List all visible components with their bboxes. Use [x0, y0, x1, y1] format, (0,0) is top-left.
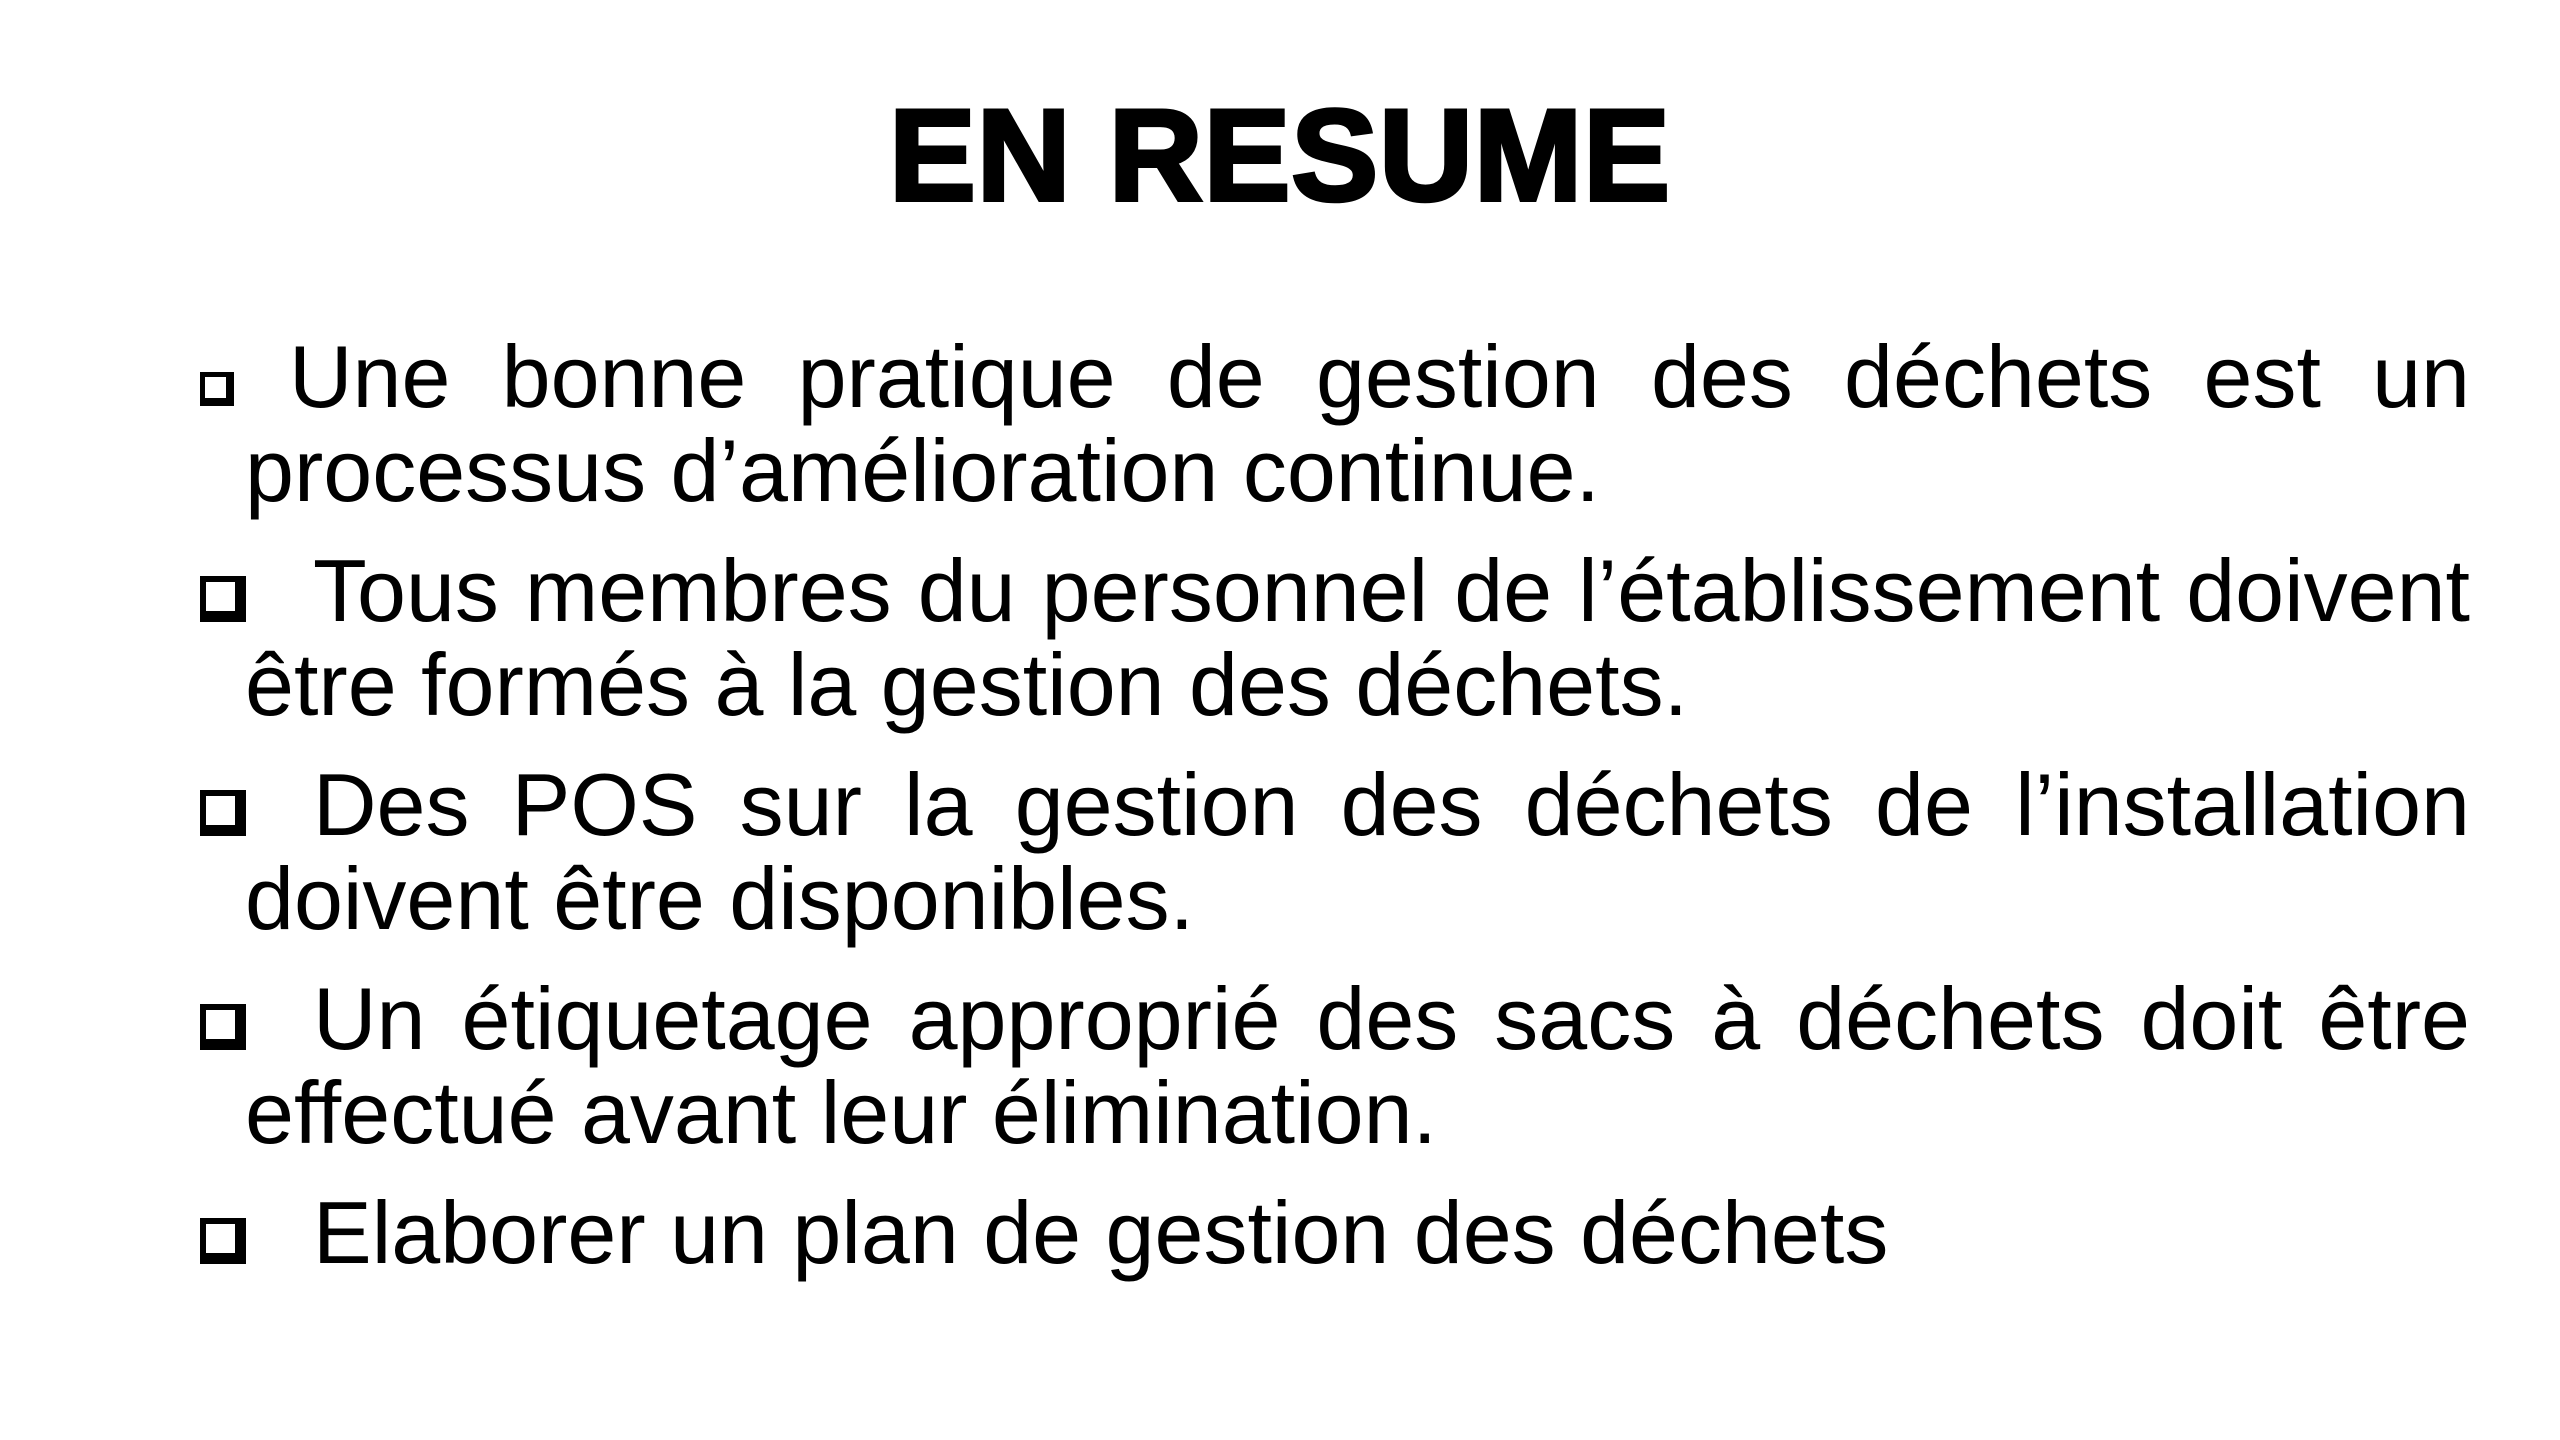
checkbox-square-icon [200, 790, 246, 836]
checkbox-square-icon [200, 1004, 246, 1050]
bullet-text: Tous membres du personnel de l’établissement doivent être formés à la gestion des déchets. [245, 541, 2470, 734]
bullet-item [200, 541, 2470, 734]
bullet-text: Un étiquetage approprié des sacs à déchets doit être effectué avant leur élimination. [245, 969, 2470, 1162]
bullet-item [200, 969, 2470, 1162]
bullet-text: Des POS sur la gestion des déchets de l’installation doivent être disponibles. [245, 755, 2470, 948]
bullet-item [200, 327, 2470, 520]
checkbox-square-icon [200, 372, 234, 406]
bullet-text: Une bonne pratique de gestion des déchets est un processus d’amélioration continue. [245, 327, 2470, 520]
checkbox-square-icon [200, 576, 246, 622]
checkbox-square-icon [200, 1218, 246, 1264]
bullet-list [200, 327, 2470, 1306]
bullet-item [200, 1183, 2470, 1282]
slide-title: EN RESUME [889, 82, 1671, 228]
bullet-item [200, 755, 2470, 948]
bullet-text: Elaborer un plan de gestion des déchets [313, 1183, 1889, 1282]
